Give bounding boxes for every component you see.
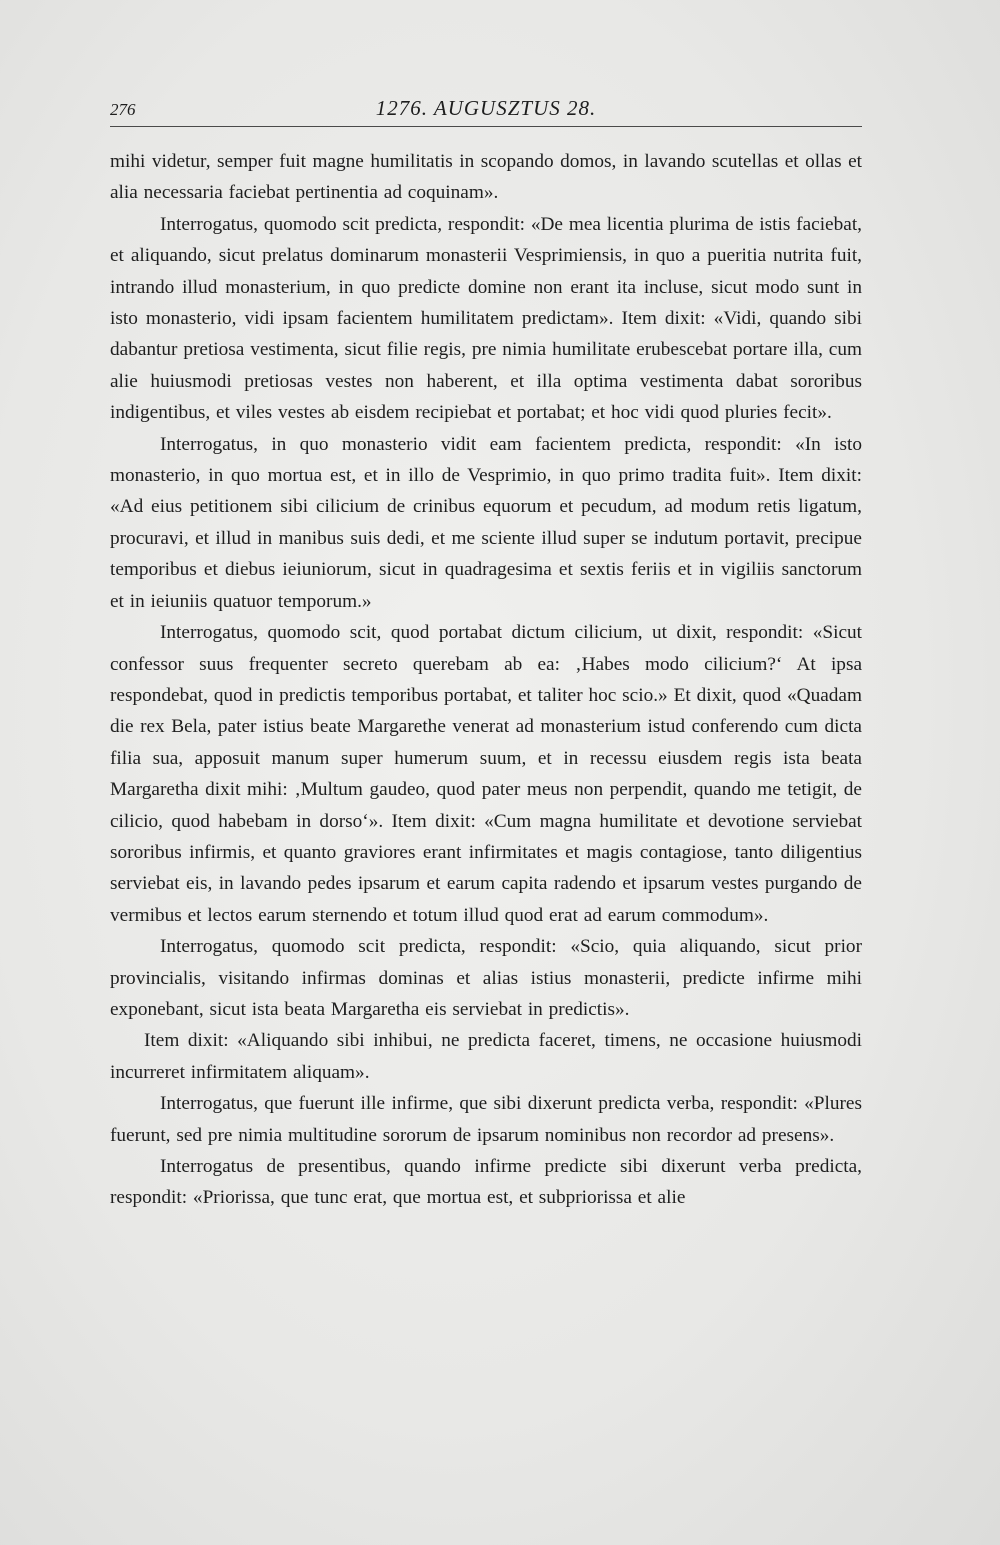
paragraph: Interrogatus, que fuerunt ille infirme, que sibi dixerunt predicta verba, respondit: «Plures fuerunt, sed pre nimia multitudine sororum de ipsarum nominibus non recordor ad presens».: [110, 1093, 862, 1146]
running-title: 1276. AUGUSZTUS 28.: [375, 96, 597, 120]
paragraph: mihi videtur, semper fuit magne humilitatis in scopando domos, in lavando scutellas et ollas et alia necessaria faciebat pertinentia ad coquinam».: [110, 151, 862, 204]
paragraph: Interrogatus de presentibus, quando infirme predicte sibi dixerunt verba predicta, respondit: «Priorissa, que tunc erat, que mortua est, et subpriorissa et alie: [110, 1156, 862, 1209]
paragraph: Interrogatus, quomodo scit predicta, respondit: «Scio, quia aliquando, sicut prior provincialis, visitando infirmas dominas et alias istius monasterii, predicte infirme mihi exponebant, sicut ista beata Margaretha eis serviebat in predictis».: [110, 936, 862, 1020]
paragraph: Interrogatus, in quo monasterio vidit eam facientem predicta, respondit: «In isto monasterio, in quo mortua est, et in illo de Vesprimio, in quo primo tradita fuit». Item dixit: «Ad eius petitionem sibi cilicium de crinibus equorum et pecudum, ad modum retis ligatum, procuravi, et illud in manibus suis dedi, et me sciente illud super se indutum portavit, precipue temporibus et diebus ieiuniorum, sicut in quadragesima et sextis feriis et in vigiliis sanctorum et in ieiuniis quatuor temporum.»: [110, 433, 862, 612]
paragraph: Item dixit: «Aliquando sibi inhibui, ne predicta faceret, timens, ne occasione huiusmodi incurreret infirmitatem aliquam».: [110, 1030, 862, 1083]
header-rule: [110, 126, 862, 127]
body-text: [110, 146, 862, 1214]
page-header: [110, 96, 862, 128]
paragraph: Interrogatus, quomodo scit predicta, respondit: «De mea licentia plurima de istis faciebat, et aliquando, sicut prelatus dominarum monasterii Vesprimiensis, in quo a pueritia nutrita fuit, intrando illud monasterium, in quo predicte domine non erant ita incluse, sicut modo sunt in isto monasterio, vidi ipsam facientem humilitatem predictam». Item dixit: «Vidi, quando sibi dabantur pretiosa vestimenta, sicut filie regis, pre nimia humilitate erubescebat portare illa, cum alie huiusmodi pretiosas vestes non haberent, et illa optima vestimenta dabat sororibus indigentibus, et viles vestes ab eisdem recipiebat et portabat; et hoc vidi quod pluries fecit».: [110, 213, 862, 424]
paragraph: Interrogatus, quomodo scit, quod portabat dictum cilicium, ut dixit, respondit: «Sicut confessor suus frequenter secreto querebam ab ea: ‚Habes modo cilicium?‘ At ipsa respondebat, quod in predictis temporibus portabat, et taliter hoc scio.» Et dixit, quod «Quadam die rex Bela, pater istius beate Margarethe venerat ad monasterium istud conferendo cum dicta filia sua, apposuit manum super humerum suum, et in recessu eiusdem regis ista beata Margaretha dixit mihi: ‚Multum gaudeo, quod pater meus non perpendit, quando me tetigit, de cilicio, quod habebam in dorso‘». Item dixit: «Cum magna humilitate et devotione serviebat sororibus infirmis, et quanto graviores erant infirmitates et magis contagiose, tanto diligentius serviebat eis, in lavando pedes ipsarum et earum capita radendo et ipsarum vestes purgando de vermibus et lectos earum sternendo et totum illud quod erat ad earum commodum».: [110, 622, 862, 926]
page-number: 276: [110, 100, 136, 119]
